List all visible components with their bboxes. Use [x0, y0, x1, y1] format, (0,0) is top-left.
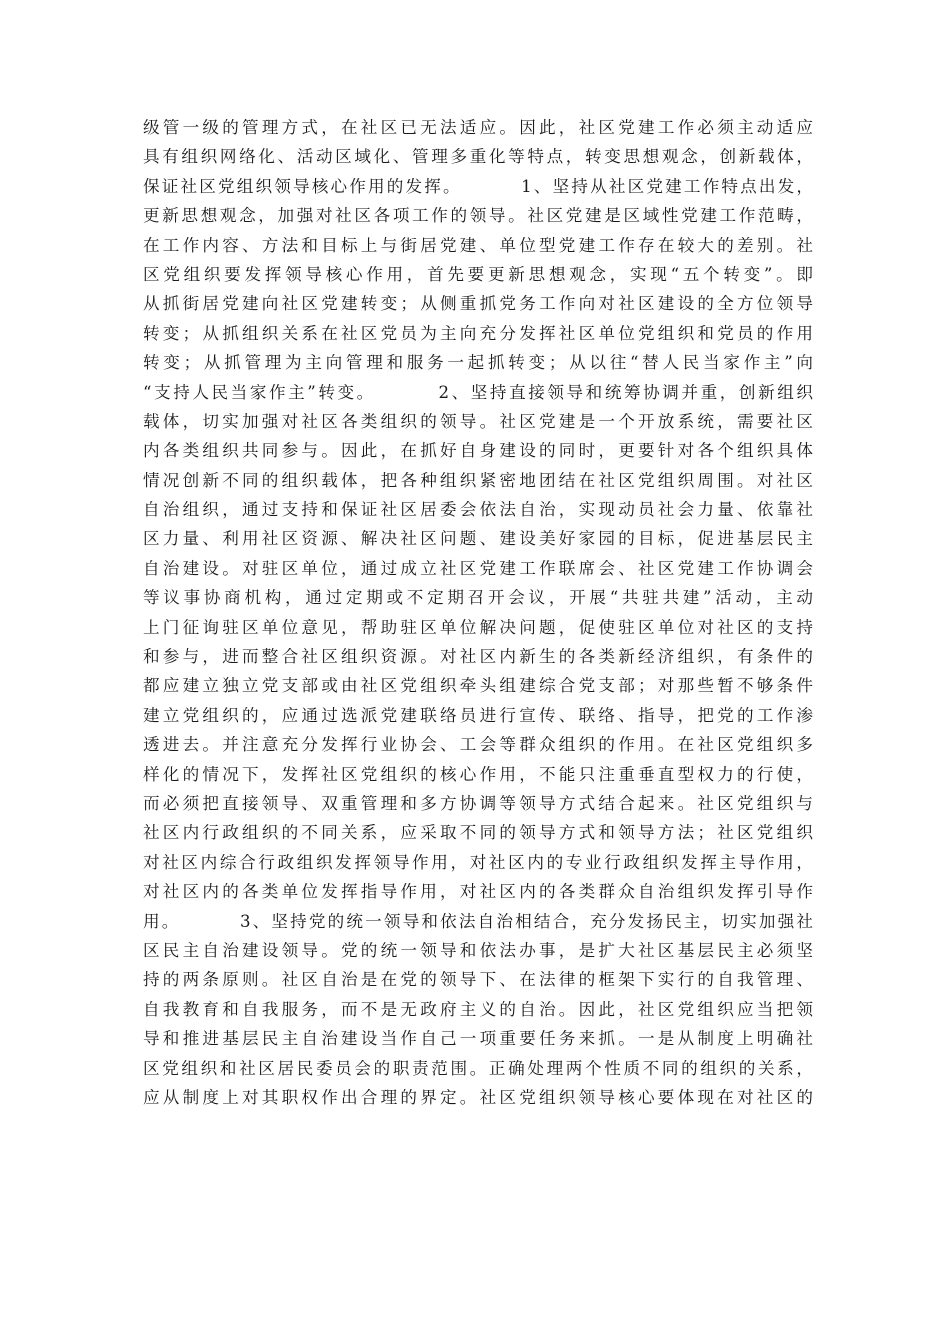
text-line: “支持人民当家作主”转变。 2、坚持直接领导和统筹协调并重，创新组织	[143, 382, 813, 402]
text-line: 转变；从抓管理为主向管理和服务一起抓转变；从以往“替人民当家作主”向	[143, 353, 813, 373]
text-line: 内各类组织共同参与。因此，在抓好自身建设的同时，更要针对各个组织具体	[143, 441, 813, 461]
text-line: 持的两条原则。社区自治是在党的领导下、在法律的框架下实行的自我管理、	[143, 970, 813, 990]
text-line: 自治组织，通过支持和保证社区居委会依法自治，实现动员社会力量、依靠社	[143, 500, 813, 520]
text-line: 建立党组织的，应通过选派党建联络员进行宣传、联络、指导，把党的工作渗	[143, 705, 813, 725]
text-line: 级管一级的管理方式，在社区已无法适应。因此，社区党建工作必须主动适应	[143, 118, 813, 137]
text-line: 从抓街居党建向社区党建转变；从侧重抓党务工作向对社区建设的全方位领导	[143, 294, 813, 314]
text-line: 载体，切实加强对社区各类组织的领导。社区党建是一个开放系统，需要社区	[143, 411, 813, 431]
text-line: 自治建设。对驻区单位，通过成立社区党建工作联席会、社区党建工作协调会	[143, 558, 813, 578]
text-line: 用。 3、坚持党的统一领导和依法自治相结合，充分发扬民主，切实加强社	[143, 911, 813, 931]
text-line: 保证社区党组织领导核心作用的发挥。 1、坚持从社区党建工作特点出发，	[143, 176, 813, 196]
text-line: 自我教育和自我服务，而不是无政府主义的自治。因此，社区党组织应当把领	[143, 999, 813, 1019]
text-line: 区党组织和社区居民委员会的职责范围。正确处理两个性质不同的组织的关系，	[143, 1058, 813, 1078]
text-line: 更新思想观念，加强对社区各项工作的领导。社区党建是区域性党建工作范畴，	[143, 206, 813, 226]
text-line: 情况创新不同的组织载体，把各种组织紧密地团结在社区党组织周围。对社区	[143, 470, 813, 490]
text-line: 导和推进基层民主自治建设当作自己一项重要任务来抓。一是从制度上明确社	[143, 1029, 813, 1049]
text-line: 具有组织网络化、活动区域化、管理多重化等特点，转变思想观念，创新载体，	[143, 147, 813, 167]
text-line: 对社区内综合行政组织发挥领导作用，对社区内的专业行政组织发挥主导作用，	[143, 852, 813, 872]
text-line: 对社区内的各类单位发挥指导作用，对社区内的各类群众自治组织发挥引导作	[143, 882, 813, 902]
text-line: 转变；从抓组织关系在社区党员为主向充分发挥社区单位党组织和党员的作用	[143, 323, 813, 343]
text-line: 在工作内容、方法和目标上与街居党建、单位型党建工作存在较大的差别。社	[143, 235, 813, 255]
text-line: 区力量、利用社区资源、解决社区问题、建设美好家园的目标，促进基层民主	[143, 529, 813, 549]
text-line: 和参与，进而整合社区组织资源。对社区内新生的各类新经济组织，有条件的	[143, 647, 813, 667]
text-line: 而必须把直接领导、双重管理和多方协调等领导方式结合起来。社区党组织与	[143, 793, 813, 813]
body-text	[143, 113, 813, 1112]
text-line: 样化的情况下，发挥社区党组织的核心作用，不能只注重垂直型权力的行使，	[143, 764, 813, 784]
text-line: 透进去。并注意充分发挥行业协会、工会等群众组织的作用。在社区党组织多	[143, 735, 813, 755]
text-line: 应从制度上对其职权作出合理的界定。社区党组织领导核心要体现在对社区的	[143, 1087, 813, 1107]
text-line: 上门征询驻区单位意见，帮助驻区单位解决问题，促使驻区单位对社区的支持	[143, 617, 813, 637]
text-line: 社区内行政组织的不同关系，应采取不同的领导方式和领导方法；社区党组织	[143, 823, 813, 843]
text-line: 等议事协商机构，通过定期或不定期召开会议，开展“共驻共建”活动，主动	[143, 588, 813, 608]
text-line: 都应建立独立党支部或由社区党组织牵头组建综合党支部；对那些暂不够条件	[143, 676, 813, 696]
text-line: 区党组织要发挥领导核心作用，首先要更新思想观念，实现“五个转变”。即	[143, 264, 813, 284]
text-line: 区民主自治建设领导。党的统一领导和依法办事，是扩大社区基层民主必须坚	[143, 940, 813, 960]
